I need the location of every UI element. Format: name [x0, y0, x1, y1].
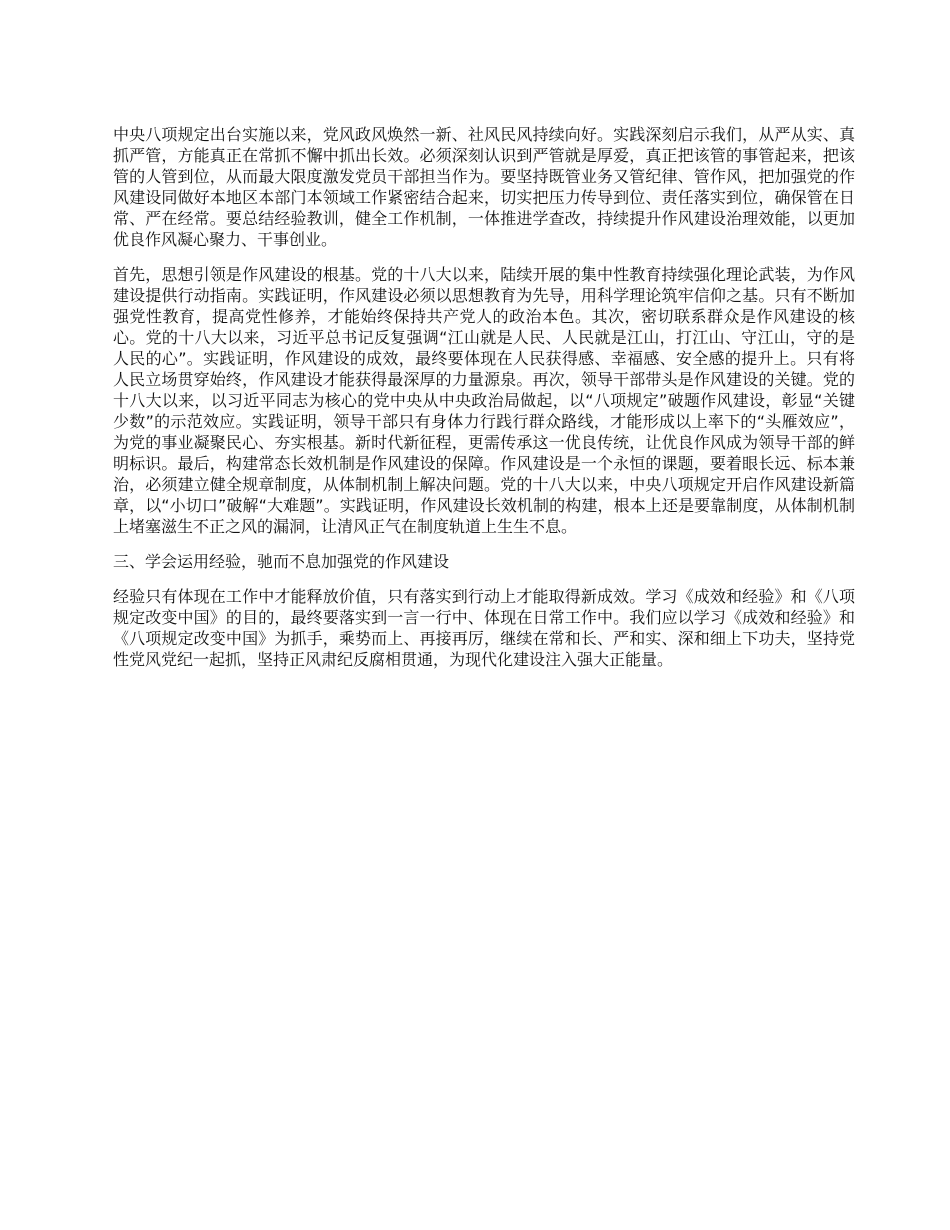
paragraph-intro: 中央八项规定出台实施以来，党风政风焕然一新、社风民风持续向好。实践深刻启示我们，从严从实、真抓严管，方能真正在常抓不懈中抓出长效。必须深刻认识到严管就是厚爱，真正把该管的事管起来，把该管的人管到位，从而最大限度激发党员干部担当作为。要坚持既管业务又管纪律、管作风，把加强党的作风建设同做好本地区本部门本领域工作紧密结合起来，切实把压力传导到位、责任落实到位，确保管在日常、严在经常。要总结经验教训，健全工作机制，一体推进学查改，持续提升作风建设治理效能，以更加优良作风凝心聚力、干事创业。: [113, 125, 855, 249]
document-body: [113, 124, 855, 684]
section-heading: 三、学会运用经验，驰而不息加强党的作风建设: [113, 552, 450, 571]
paragraph-experience-points: 首先，思想引领是作风建设的根基。党的十八大以来，陆续开展的集中性教育持续强化理论武装，为作风建设提供行动指南。实践证明，作风建设必须以思想教育为先导，用科学理论筑牢信仰之基。只有不断加强党性教育，提高党性修养，才能始终保持共产党人的政治本色。其次，密切联系群众是作风建设的核心。党的十八大以来，习近平总书记反复强调“江山就是人民、人民就是江山，打江山、守江山，守的是人民的心”。实践证明，作风建设的成效，最终要体现在人民获得感、幸福感、安全感的提升上。只有将人民立场贯穿始终，作风建设才能获得最深厚的力量源泉。再次，领导干部带头是作风建设的关键。党的十八大以来，以习近平同志为核心的党中央从中央政治局做起，以“八项规定”破题作风建设，彰显“关键少数”的示范效应。实践证明，领导干部只有身体力行践行群众路线，才能形成以上率下的“头雁效应”，为党的事业凝聚民心、夯实根基。新时代新征程，更需传承这一优良传统，让优良作风成为领导干部的鲜明标识。最后，构建常态长效机制是作风建设的保障。作风建设是一个永恒的课题，要着眼长远、标本兼治，必须建立健全规章制度，从体制机制上解决问题。党的十八大以来，中央八项规定开启作风建设新篇章，以“小切口”破解“大难题”。实践证明，作风建设长效机制的构建，根本上还是要靠制度，从体制机制上堵塞滋生不正之风的漏洞，让清风正气在制度轨道上生生不息。: [113, 265, 855, 536]
paragraph-closing: 经验只有体现在工作中才能释放价值，只有落实到行动上才能取得新成效。学习《成效和经验》和《八项规定改变中国》的目的，最终要落实到一言一行中、体现在日常工作中。我们应以学习《成效和经验》和《八项规定改变中国》为抓手，乘势而上、再接再厉，继续在常和长、严和实、深和细上下功夫，坚持党性党风党纪一起抓，坚持正风肃纪反腐相贯通，为现代化建设注入强大正能量。: [113, 587, 855, 669]
